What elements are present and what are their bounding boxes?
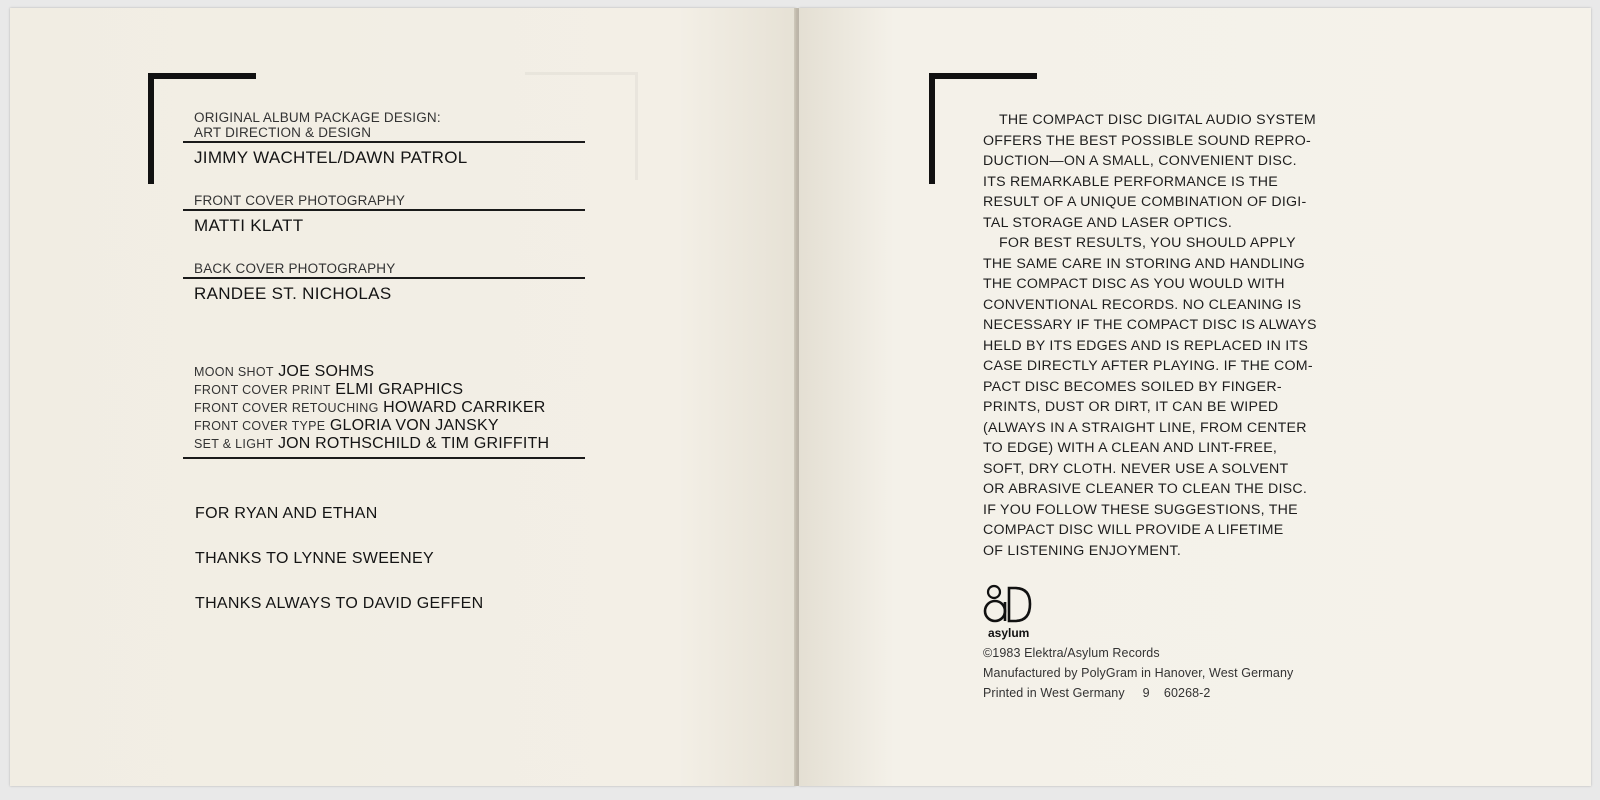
paragraph-line: TAL STORAGE AND LASER OPTICS. <box>983 214 1233 231</box>
credit-role: FRONT COVER PRINT <box>194 383 331 397</box>
compact-disc-care-text <box>983 110 1343 561</box>
divider <box>183 457 585 459</box>
paragraph-line: FOR BEST RESULTS, YOU SHOULD APPLY <box>999 235 1296 251</box>
paragraph-line: THE COMPACT DISC DIGITAL AUDIO SYSTEM <box>999 112 1316 128</box>
credit-name: JON ROTHSCHILD & TIM GRIFFITH <box>277 435 550 452</box>
asylum-logo-mark <box>982 584 1038 642</box>
credit-label: ART DIRECTION & DESIGN <box>194 125 372 140</box>
corner-bracket-right <box>929 73 935 184</box>
dedication: THANKS ALWAYS TO DAVID GEFFEN <box>195 595 484 612</box>
paragraph-line: HELD BY ITS EDGES AND IS REPLACED IN ITS <box>983 337 1309 354</box>
list-item <box>183 381 585 399</box>
credit-role: FRONT COVER TYPE <box>194 419 326 433</box>
list-item <box>183 417 585 435</box>
paragraph-line: PACT DISC BECOMES SOILED BY FINGER- <box>983 378 1282 395</box>
credit-name: MATTI KLATT <box>194 215 304 235</box>
dedication: FOR RYAN AND ETHAN <box>195 505 378 522</box>
paragraph-line: ITS REMARKABLE PERFORMANCE IS THE <box>983 173 1278 190</box>
corner-bracket-right-top <box>929 73 1037 79</box>
asylum-logo <box>982 584 1038 642</box>
paragraph-line: OR ABRASIVE CLEANER TO CLEAN THE DISC. <box>983 481 1308 497</box>
credit-name: ELMI GRAPHICS <box>335 381 464 398</box>
small-credits-list <box>183 363 585 459</box>
manufactured-line: Manufactured by PolyGram in Hanover, West Germany <box>983 666 1294 680</box>
paragraph-line: COMPACT DISC WILL PROVIDE A LIFETIME <box>983 522 1284 538</box>
corner-bracket-left <box>148 73 154 184</box>
list-item <box>183 363 585 381</box>
list-item <box>183 435 585 453</box>
paragraph-line: OFFERS THE BEST POSSIBLE SOUND REPRO- <box>983 132 1312 149</box>
corner-bracket-left-top <box>148 73 256 79</box>
credit-back-cover-photography <box>183 261 585 304</box>
divider <box>183 141 585 143</box>
credit-name: JOE SOHMS <box>278 363 375 380</box>
credit-role: SET & LIGHT <box>194 437 274 451</box>
credit-package-design <box>183 110 585 168</box>
paragraph-line: CONVENTIONAL RECORDS. NO CLEANING IS <box>983 296 1302 313</box>
paragraph-line: THE SAME CARE IN STORING AND HANDLING <box>983 255 1305 272</box>
paragraph-line: THE COMPACT DISC AS YOU WOULD WITH <box>983 276 1285 292</box>
credit-label: ORIGINAL ALBUM PACKAGE DESIGN: <box>194 110 441 125</box>
paragraph-line: DUCTION—ON A SMALL, CONVENIENT DISC. <box>983 153 1297 169</box>
paragraph-line: OF LISTENING ENJOYMENT. <box>983 542 1182 559</box>
credit-name: JIMMY WACHTEL/DAWN PATROL <box>194 147 468 167</box>
credit-role: MOON SHOT <box>194 365 274 379</box>
paragraph-line: PRINTS, DUST OR DIRT, IT CAN BE WIPED <box>983 399 1279 415</box>
paragraph-line: TO EDGE) WITH A CLEAN AND LINT-FREE, <box>983 440 1278 456</box>
paragraph-line: IF YOU FOLLOW THESE SUGGESTIONS, THE <box>983 501 1298 518</box>
credit-label: FRONT COVER PHOTOGRAPHY <box>194 193 406 208</box>
credit-front-cover-photography <box>183 193 585 236</box>
divider <box>183 209 585 211</box>
dedication: THANKS TO LYNNE SWEENEY <box>195 550 434 567</box>
paragraph-line: CASE DIRECTLY AFTER PLAYING. IF THE COM- <box>983 358 1313 374</box>
credit-name: GLORIA VON JANSKY <box>329 417 499 434</box>
credit-label: BACK COVER PHOTOGRAPHY <box>194 261 396 276</box>
printed-line: Printed in West Germany 9 60268-2 <box>983 686 1211 700</box>
logo-wordmark: asylum <box>988 626 1030 640</box>
credit-role: FRONT COVER RETOUCHING <box>194 401 379 415</box>
credit-name: RANDEE ST. NICHOLAS <box>194 283 392 303</box>
divider <box>183 277 585 279</box>
list-item <box>183 399 585 417</box>
paragraph-line: NECESSARY IF THE COMPACT DISC IS ALWAYS <box>983 317 1317 333</box>
paragraph-line: SOFT, DRY CLOTH. NEVER USE A SOLVENT <box>983 460 1289 477</box>
copyright-line: ©1983 Elektra/Asylum Records <box>983 646 1160 660</box>
credit-name: HOWARD CARRIKER <box>383 399 546 416</box>
paragraph-line: (ALWAYS IN A STRAIGHT LINE, FROM CENTER <box>983 419 1307 436</box>
paragraph-line: RESULT OF A UNIQUE COMBINATION OF DIGI- <box>983 194 1307 210</box>
